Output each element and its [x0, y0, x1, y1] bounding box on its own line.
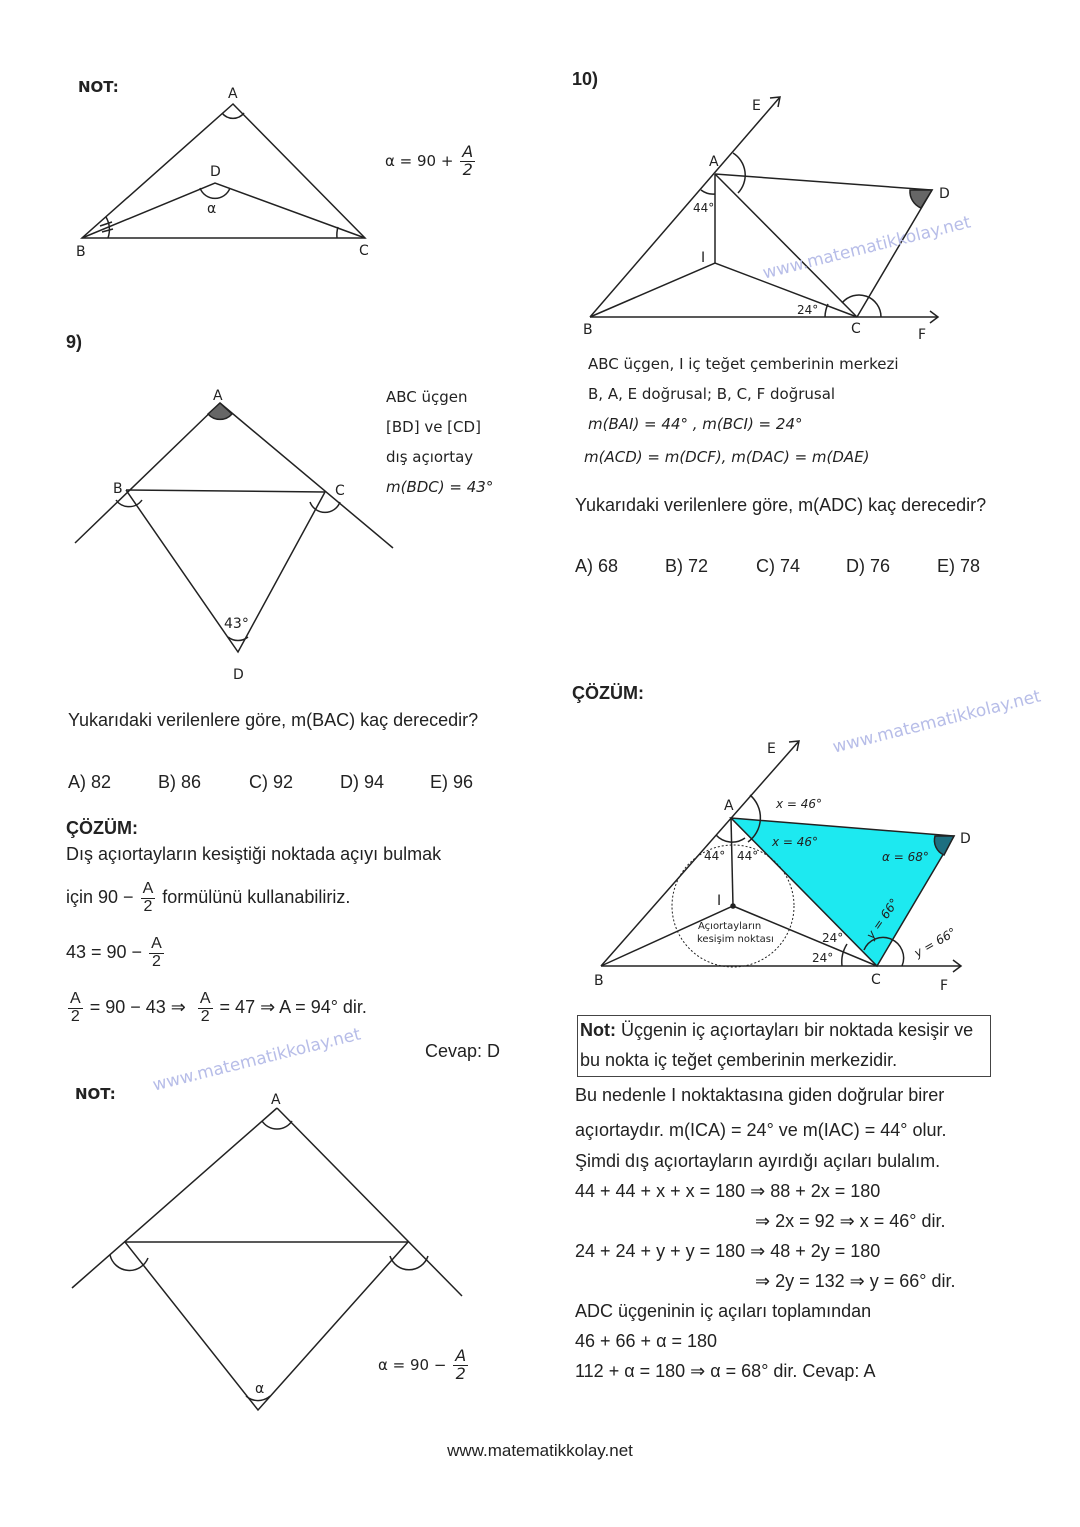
q9-solution-line3 — [66, 931, 166, 973]
q10-angle-c: 24° — [797, 303, 819, 317]
s10-label-b: B — [594, 973, 604, 989]
s10-label-c: C — [871, 972, 881, 988]
s10-label-e: E — [767, 741, 776, 757]
q10-option-d[interactable]: D) 76 — [846, 556, 891, 576]
q9-option-e[interactable]: E) 96 — [430, 772, 474, 792]
note-label: Not: — [580, 1020, 616, 1040]
fraction — [149, 936, 164, 971]
denominator: 2 — [200, 1007, 210, 1025]
text: için 90 − — [66, 887, 134, 907]
q10-label-d: D — [939, 186, 950, 202]
s10-incenter-label2: kesişim noktası — [697, 934, 774, 945]
q9-label-b: B — [113, 481, 123, 497]
s10-y-outer: y = 66° — [911, 925, 959, 961]
q9-answer: Cevap: D — [425, 1041, 501, 1061]
watermark: www.matematikkolay.net — [150, 1024, 363, 1096]
note1-triangle — [82, 104, 365, 238]
s10-incenter-label1: Açıortayların — [698, 921, 762, 932]
q10-given-1: ABC üçgen, I iç teğet çemberinin merkezi — [588, 355, 899, 373]
q10-option-e[interactable]: E) 78 — [937, 556, 981, 576]
q9-question: Yukarıdaki verilenlere göre, m(BAC) kaç derecedir? — [68, 710, 479, 730]
fraction — [68, 991, 83, 1026]
note1-label-d: D — [210, 164, 221, 180]
s10-y-inner: y = 66° — [863, 895, 902, 942]
q10-label-i: I — [701, 250, 706, 266]
fraction — [141, 881, 156, 916]
numerator: A — [70, 989, 81, 1007]
denominator: 2 — [70, 1007, 80, 1025]
s10-x-inner: x = 46° — [772, 835, 819, 849]
s10-44-right: 44° — [737, 849, 759, 863]
q10-option-c[interactable]: C) 74 — [756, 556, 801, 576]
q10-label-f: F — [918, 327, 927, 343]
note2-label-a: A — [271, 1092, 281, 1108]
q9-option-d[interactable]: D) 94 — [340, 772, 385, 792]
s10-label-d: D — [960, 831, 971, 847]
q10-given-3: m(BAI) = 44° , m(BCI) = 24° — [588, 415, 803, 433]
denominator: 2 — [151, 952, 161, 970]
footer-url[interactable]: www.matematikkolay.net — [447, 1441, 633, 1460]
q9-angle-d: 43° — [224, 616, 249, 632]
s10-x-outer: x = 46° — [776, 797, 823, 811]
numerator: A — [455, 1346, 467, 1365]
formula-lhs: α = 90 + — [385, 151, 454, 170]
numerator: A — [199, 989, 211, 1007]
note1-label-a: A — [228, 86, 238, 102]
watermark: www.matematikkolay.net — [760, 212, 973, 284]
s10-line-1: Bu nedenle I noktaktasına giden doğrular birer — [575, 1085, 945, 1105]
s10-line-8: ADC üçgeninin iç açıları toplamından — [575, 1301, 872, 1321]
q9-solution-line4 — [66, 986, 367, 1028]
s10-label-f: F — [940, 978, 949, 994]
note1-label-c: C — [359, 243, 369, 259]
numerator: A — [462, 142, 474, 161]
s10-line-7: ⇒ 2y = 132 ⇒ y = 66° dir. — [755, 1271, 956, 1291]
q10-number: 10) — [572, 69, 599, 89]
denominator: 2 — [455, 1363, 466, 1383]
q10-label-c: C — [851, 321, 861, 337]
q10-label-e: E — [752, 98, 761, 114]
note2-alpha: α — [255, 1381, 265, 1397]
q10-option-a[interactable]: A) 68 — [575, 556, 619, 576]
q10-question: Yukarıdaki verilenlere göre, m(ADC) kaç derecedir? — [575, 495, 987, 515]
numerator: A — [142, 879, 154, 897]
q10-given-4: m(ACD) = m(DCF), m(DAC) = m(DAE) — [584, 448, 870, 466]
q10-diagram — [590, 97, 938, 323]
q9-solution-line1: Dış açıortayların kesiştiği noktada açıyı bulmak — [66, 844, 442, 864]
s10-line-9: 46 + 66 + α = 180 — [575, 1331, 718, 1351]
s10-label-a: A — [724, 798, 734, 814]
q9-solution-heading: ÇÖZÜM: — [66, 818, 138, 838]
q10-label-b: B — [583, 322, 593, 338]
q9-label-a: A — [213, 388, 223, 404]
q9-triangle — [75, 403, 393, 652]
note1-heading: NOT: — [78, 78, 119, 96]
formula-fraction — [460, 144, 475, 179]
q9-option-b[interactable]: B) 86 — [158, 772, 202, 792]
q9-option-c[interactable]: C) 92 — [249, 772, 294, 792]
s10-label-i: I — [717, 893, 722, 909]
s10-line-5: ⇒ 2x = 92 ⇒ x = 46° dir. — [755, 1211, 946, 1231]
s10-24-upper: 24° — [822, 931, 844, 945]
q9-option-a[interactable]: A) 82 — [68, 772, 112, 792]
watermark: www.matematikkolay.net — [830, 686, 1043, 758]
q9-number: 9) — [66, 332, 83, 352]
note1-alpha: α — [207, 201, 217, 217]
formula-lhs: α = 90 − — [378, 1355, 447, 1374]
note2-heading: NOT: — [75, 1085, 116, 1103]
s10-note-line1 — [580, 1021, 973, 1039]
s10-line-6: 24 + 24 + y + y = 180 ⇒ 48 + 2y = 180 — [575, 1241, 881, 1261]
s10-44-left: 44° — [704, 849, 726, 863]
numerator: A — [151, 934, 162, 952]
q10-label-a: A — [709, 154, 719, 170]
text: 43 = 90 − — [66, 942, 143, 962]
q10-option-b[interactable]: B) 72 — [665, 556, 709, 576]
s10-note-line2: bu nokta iç teğet çemberinin merkezidir. — [580, 1050, 898, 1070]
formula-fraction — [453, 1348, 468, 1383]
denominator: 2 — [462, 159, 473, 179]
text: = 90 − 43 ⇒ — [89, 997, 186, 1017]
s10-alpha: α = 68° — [882, 850, 929, 864]
note2-formula — [378, 1348, 470, 1383]
q9-given-2: [BD] ve [CD] — [386, 418, 481, 436]
s10-24-lower: 24° — [812, 951, 834, 965]
note-text: Üçgenin iç açıortayları bir noktada kesişir ve — [615, 1020, 974, 1040]
fraction — [198, 991, 213, 1026]
s10-line-10: 112 + α = 180 ⇒ α = 68° dir. Cevap: A — [575, 1361, 876, 1381]
q9-given-1: ABC üçgen — [386, 388, 468, 406]
text: = 47 ⇒ A = 94° dir. — [219, 997, 367, 1017]
q10-given-2: B, A, E doğrusal; B, C, F doğrusal — [588, 385, 836, 403]
note1-formula — [385, 144, 477, 179]
q10-angle-a: 44° — [693, 201, 715, 215]
s10-line-3: Şimdi dış açıortayların ayırdığı açıları bulalım. — [575, 1151, 941, 1171]
q9-given-3: dış açıortay — [386, 448, 474, 466]
text: formülünü kullanabiliriz. — [162, 887, 351, 907]
q9-solution-line2 — [66, 876, 350, 918]
note1-label-b: B — [76, 244, 86, 260]
q9-label-d: D — [233, 667, 244, 683]
s10-line-4: 44 + 44 + x + x = 180 ⇒ 88 + 2x = 180 — [575, 1181, 881, 1201]
denominator: 2 — [143, 897, 153, 915]
q9-given-4: m(BDC) = 43° — [386, 478, 494, 496]
s10-line-2: açıortaydır. m(ICA) = 24° ve m(IAC) = 44° olur. — [575, 1120, 947, 1140]
q9-label-c: C — [335, 483, 345, 499]
s10-heading: ÇÖZÜM: — [572, 683, 644, 703]
